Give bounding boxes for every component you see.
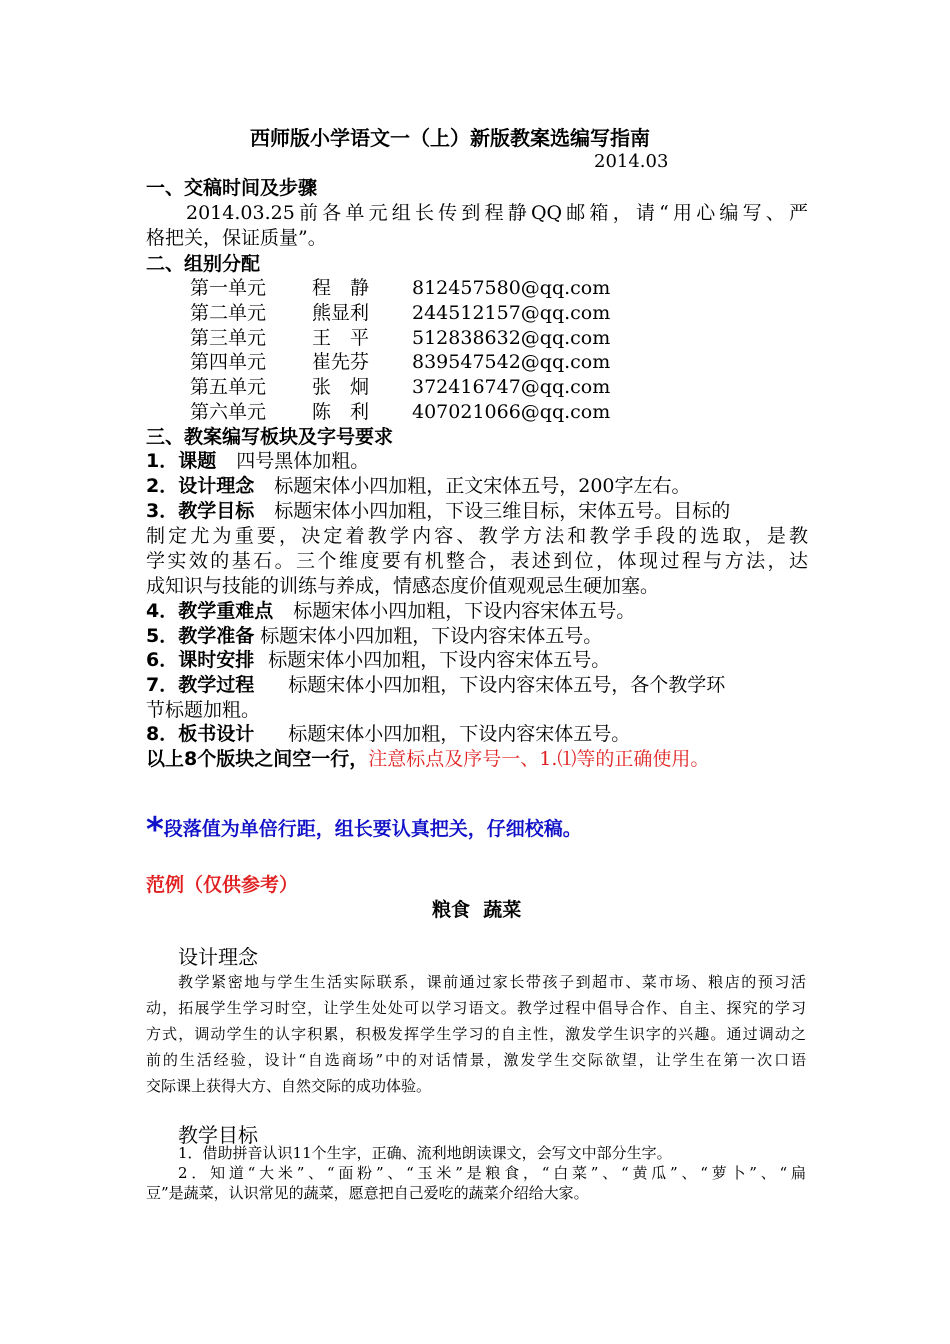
requirement-item bbox=[146, 624, 602, 648]
requirement-text: 标题宋体小四加粗，下设三维目标，宋体五号。目标的 bbox=[274, 500, 731, 522]
section1-heading: 一、交稿时间及步骤 bbox=[146, 177, 318, 199]
unit-row bbox=[190, 375, 610, 399]
requirement-item bbox=[146, 499, 730, 523]
design-line: 前的生活经验，设计“自选商场”中的对话情景，激发学生交际欲望，让学生在第一次口语 bbox=[146, 1051, 806, 1069]
requirement-label: 6．课时安排 bbox=[146, 649, 255, 671]
line-spacing-note-text: 段落值为单倍行距，组长要认真把关，仔细校稿。 bbox=[163, 818, 582, 840]
document-title: 西师版小学语文一（上）新版教案选编写指南 bbox=[250, 126, 650, 150]
requirement-label: 1．课题 bbox=[146, 450, 217, 472]
section1-line2: 格把关，保证质量”。 bbox=[146, 227, 327, 249]
unit-leader: 陈 利 bbox=[312, 401, 370, 423]
unit-label: 第六单元 bbox=[190, 401, 267, 423]
unit-leader: 崔先芬 bbox=[312, 351, 370, 373]
unit-row bbox=[190, 350, 610, 374]
asterisk-icon: * bbox=[146, 810, 164, 850]
requirement-item bbox=[146, 599, 635, 623]
requirement-text: 标题宋体小四加粗，下设内容宋体五号。 bbox=[288, 723, 631, 745]
unit-email: 839547542@qq.com bbox=[412, 351, 611, 373]
requirement-item bbox=[146, 648, 610, 672]
unit-leader: 王 平 bbox=[312, 327, 370, 349]
unit-row bbox=[190, 301, 610, 325]
goals-line: 1．借助拼音认识11个生字，正确、流利地朗读课文，会写文中部分生字。 bbox=[178, 1144, 672, 1162]
unit-row bbox=[190, 400, 610, 424]
requirement-text: 四号黑体加粗。 bbox=[236, 450, 370, 472]
line-spacing-note bbox=[146, 810, 582, 850]
section3-heading: 三、教案编写板块及字号要求 bbox=[146, 426, 394, 448]
lesson-title: 粮食 蔬菜 bbox=[432, 899, 522, 921]
requirement-label: 8．板书设计 bbox=[146, 723, 255, 745]
unit-email: 244512157@qq.com bbox=[412, 302, 611, 324]
unit-label: 第二单元 bbox=[190, 302, 267, 324]
requirement-text: 标题宋体小四加粗，下设内容宋体五号。 bbox=[293, 600, 636, 622]
requirement-text: 标题宋体小四加粗，下设内容宋体五号。 bbox=[268, 649, 611, 671]
unit-leader: 张 炯 bbox=[312, 376, 370, 398]
unit-email: 812457580@qq.com bbox=[412, 277, 611, 299]
unit-row bbox=[190, 276, 610, 300]
requirement-label: 2．设计理念 bbox=[146, 475, 255, 497]
section2-heading: 二、组别分配 bbox=[146, 253, 261, 275]
requirement-item bbox=[146, 474, 691, 498]
requirement-label: 4．教学重难点 bbox=[146, 600, 274, 622]
unit-row bbox=[190, 326, 610, 350]
requirement-text: 标题宋体小四加粗，正文宋体五号，200字左右。 bbox=[274, 475, 691, 497]
unit-leader: 程 静 bbox=[312, 277, 370, 299]
requirement-continuation: 成知识与技能的训练与养成，情感态度价值观观忌生硬加塞。 bbox=[146, 575, 660, 597]
unit-email: 512838632@qq.com bbox=[412, 327, 611, 349]
unit-label: 第四单元 bbox=[190, 351, 267, 373]
note-black: 以上8个版块之间空一行， bbox=[146, 748, 369, 770]
requirement-label: 5．教学准备 bbox=[146, 625, 255, 647]
requirement-label: 7．教学过程 bbox=[146, 674, 255, 696]
unit-label: 第三单元 bbox=[190, 327, 267, 349]
requirement-note bbox=[146, 747, 709, 771]
requirement-text: 标题宋体小四加粗，下设内容宋体五号，各个教学环 bbox=[288, 674, 726, 696]
requirement-item bbox=[146, 449, 369, 473]
document-date: 2014.03 bbox=[594, 151, 669, 172]
unit-email: 407021066@qq.com bbox=[412, 401, 611, 423]
requirement-item bbox=[146, 722, 630, 746]
requirement-label: 3．教学目标 bbox=[146, 500, 255, 522]
note-red: 注意标点及序号一、1.⑴等的正确使用。 bbox=[368, 748, 710, 770]
design-line: 教学紧密地与学生生活实际联系，课前通过家长带孩子到超市、菜市场、粮店的预习活 bbox=[178, 973, 806, 991]
unit-leader: 熊显利 bbox=[312, 302, 370, 324]
goals-line: 豆”是蔬菜，认识常见的蔬菜，愿意把自己爱吃的蔬菜介绍给大家。 bbox=[146, 1184, 589, 1202]
requirement-item bbox=[146, 673, 725, 697]
design-line: 交际课上获得大方、自然交际的成功体验。 bbox=[146, 1077, 432, 1095]
section1-line1: 2014.03.25前各单元组长传到程静QQ邮箱，请“用心编写、严 bbox=[186, 202, 808, 224]
requirement-continuation: 节标题加粗。 bbox=[146, 699, 261, 721]
unit-email: 372416747@qq.com bbox=[412, 376, 611, 398]
unit-label: 第一单元 bbox=[190, 277, 267, 299]
requirement-continuation: 学实效的基石。三个维度要有机整合，表述到位，体现过程与方法，达 bbox=[146, 550, 808, 572]
design-line: 动，拓展学生学习时空，让学生处处可以学习语文。教学过程中倡导合作、自主、探究的学习 bbox=[146, 999, 806, 1017]
design-line: 方式，调动学生的认字积累，积极发挥学生学习的自主性，激发学生识字的兴趣。通过调动之 bbox=[146, 1025, 806, 1043]
example-label: 范例（仅供参考） bbox=[146, 874, 299, 896]
requirement-text: 标题宋体小四加粗，下设内容宋体五号。 bbox=[260, 625, 603, 647]
design-heading: 设计理念 bbox=[178, 945, 258, 969]
requirement-continuation: 制定尤为重要，决定着教学内容、教学方法和教学手段的选取，是教 bbox=[146, 525, 808, 547]
goals-heading: 教学目标 bbox=[178, 1123, 258, 1147]
unit-label: 第五单元 bbox=[190, 376, 267, 398]
goals-line: 2．知道“大米”、“面粉”、“玉米”是粮食，“白菜”、“黄瓜”、“萝卜”、“扁 bbox=[178, 1164, 806, 1182]
